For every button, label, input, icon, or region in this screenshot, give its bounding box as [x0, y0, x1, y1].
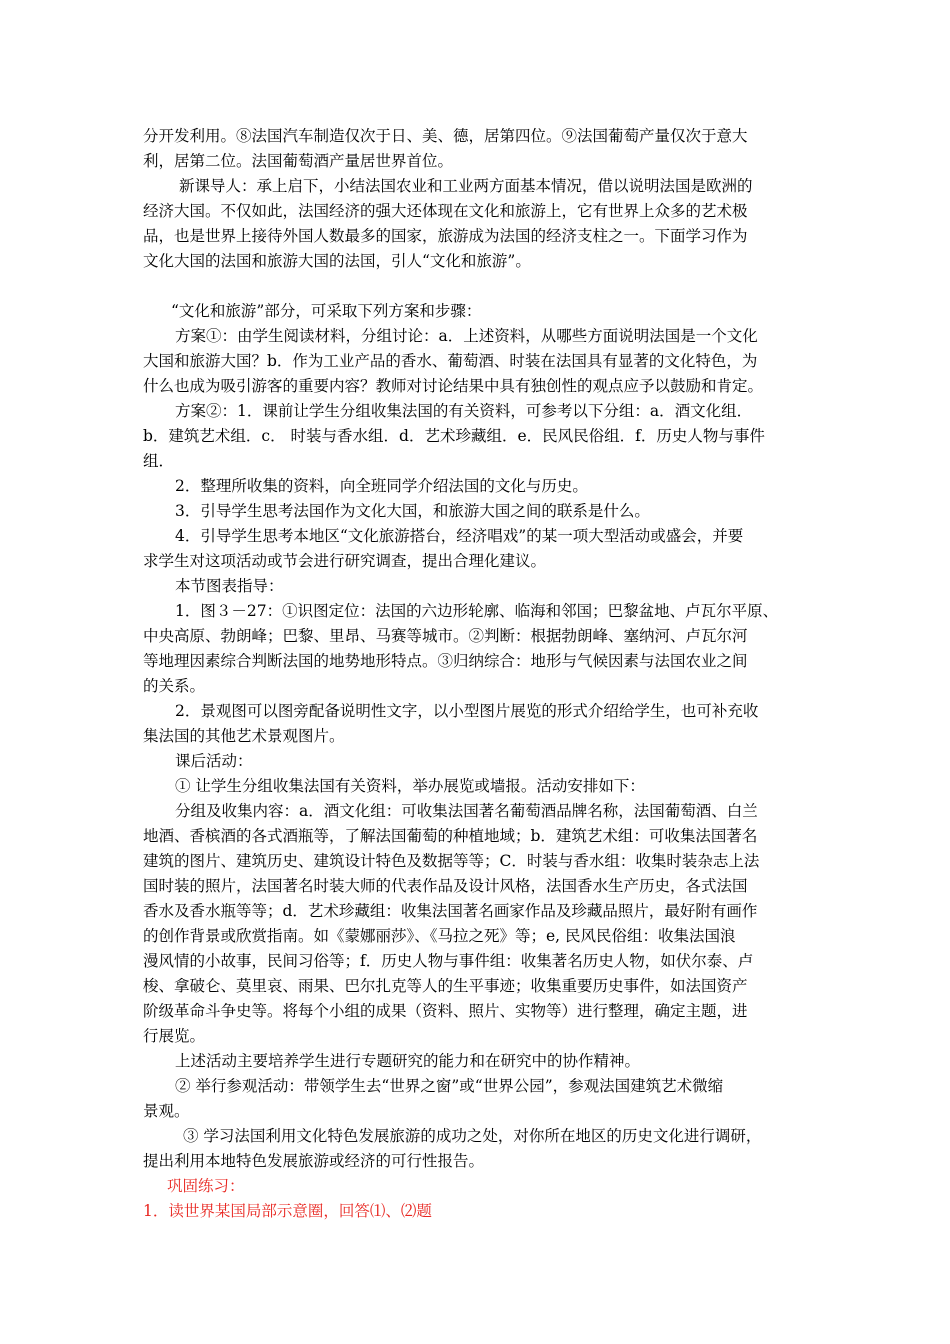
teaching-plan-section	[143, 299, 811, 1174]
text-line: ② 举行参观活动：带领学生去“世界之窗”或“世界公园”，参观法国建筑艺术微缩	[175, 1077, 724, 1095]
paragraph-gap	[143, 274, 811, 299]
text-line: 方案①：由学生阅读材料，分组讨论：a．上述资料，从哪些方面说明法国是一个文化	[175, 327, 758, 345]
text-line: 本节图表指导：	[175, 577, 284, 595]
text-line: ① 让学生分组收集法国有关资料，举办展览或墙报。活动安排如下：	[175, 777, 645, 795]
text-line: 课后活动：	[175, 752, 253, 770]
text-line: ③ 学习法国利用文化特色发展旅游的成功之处，对你所在地区的历史文化进行调研，	[183, 1127, 762, 1145]
text-line: 什么也成为吸引游客的重要内容？教师对讨论结果中具有独创性的观点应予以鼓励和肯定。	[143, 377, 764, 395]
text-line: 大国和旅游大国？b．作为工业产品的香水、葡萄酒、时装在法国具有显著的文化特色，为	[143, 352, 758, 370]
text-line: 上述活动主要培养学生进行专题研究的能力和在研究中的协作精神。	[175, 1052, 641, 1070]
text-line: 漫风情的小故事，民间习俗等；f．历史人物与事件组：收集著名历史人物，如伏尔泰、卢	[143, 952, 754, 970]
text-line: 品，也是世界上接待外国人数最多的国家，旅游成为法国的经济支柱之一。下面学习作为	[143, 227, 748, 245]
text-line: 集法国的其他艺术景观图片。	[143, 727, 345, 745]
exercise-question-1: 1．读世界某国局部示意圈，回答⑴、⑵题	[143, 1202, 432, 1220]
text-line: 3．引导学生思考法国作为文化大国，和旅游大国之间的联系是什么。	[175, 502, 650, 520]
text-line: 中央高原、勃朗峰；巴黎、里昂、马赛等城市。②判断：根据勃朗峰、塞纳河、卢瓦尔河	[143, 627, 748, 645]
text-line: 国时装的照片，法国著名时装大师的代表作品及设计风格，法国香水生产历史，各式法国	[143, 877, 748, 895]
text-line: b．建筑艺术组．c． 时装与香水组．d．艺术珍藏组．e．民风民俗组．f．历史人物与事件	[143, 427, 765, 445]
text-line: 利，居第二位。法国葡萄酒产量居世界首位。	[143, 152, 454, 170]
text-line: 2．景观图可以图旁配备说明性文字，以小型图片展览的形式介绍给学生，也可补充收	[175, 702, 759, 720]
text-line: “文化和旅游”部分，可采取下列方案和步骤：	[171, 302, 482, 320]
text-line: 等地理因素综合判断法国的地势地形特点。③归纳综合：地形与气候因素与法国农业之间	[143, 652, 748, 670]
text-line: 4．引导学生思考本地区“文化旅游搭台，经济唱戏”的某一项大型活动或盛会，并要	[175, 527, 744, 545]
text-line: 新课导人：承上启下，小结法国农业和工业两方面基本情况，借以说明法国是欧洲的	[179, 177, 753, 195]
text-line: 分开发利用。⑧法国汽车制造仅次于日、美、德，居第四位。⑨法国葡萄产量仅次于意大	[143, 127, 748, 145]
text-line: 的关系。	[143, 677, 206, 695]
text-line: 2．整理所收集的资料，向全班同学介绍法国的文化与历史。	[175, 477, 588, 495]
text-line: 方案②：1．课前让学生分组收集法国的有关资料，可参考以下分组：a．酒文化组．	[175, 402, 753, 420]
text-line: 香水及香水瓶等等；d．艺术珍藏组：收集法国著名画家作品及珍藏品照片，最好附有画作	[143, 902, 758, 920]
text-line: 景观。	[143, 1102, 190, 1120]
text-line: 建筑的图片、建筑历史、建筑设计特色及数据等等；C．时装与香水组：收集时装杂志上法	[143, 852, 760, 870]
text-line: 经济大国。不仅如此，法国经济的强大还体现在文化和旅游上，它有世界上众多的艺术极	[143, 202, 748, 220]
text-line: 梭、拿破仑、莫里哀、雨果、巴尔扎克等人的生平事迹；收集重要历史事件，如法国资产	[143, 977, 748, 995]
text-line: 行展览。	[143, 1027, 206, 1045]
intro-section	[143, 124, 811, 274]
text-line: 的创作背景或欣赏指南。如《蒙娜丽莎》、《马拉之死》等；e, 民风民俗组：收集法国浪	[143, 927, 736, 945]
text-line: 文化大国的法国和旅游大国的法国，引人“文化和旅游”。	[143, 252, 531, 270]
text-line: 提出利用本地特色发展旅游或经济的可行性报告。	[143, 1152, 485, 1170]
text-line: 地酒、香槟酒的各式酒瓶等，了解法国葡萄的种植地域；b．建筑艺术组：可收集法国著名	[143, 827, 758, 845]
text-line: 阶级革命斗争史等。将每个小组的成果（资料、照片、实物等）进行整理，确定主题，进	[143, 1002, 748, 1020]
exercise-heading: 巩固练习：	[167, 1177, 245, 1195]
text-line: 分组及收集内容：a．酒文化组：可收集法国著名葡萄酒品牌名称，法国葡萄酒、白兰	[175, 802, 758, 820]
text-line: 求学生对这项活动或节会进行研究调查，提出合理化建议。	[143, 552, 547, 570]
document-page	[143, 124, 811, 1224]
text-line: 组．	[143, 452, 175, 470]
text-line: 1．图３－27：①识图定位：法国的六边形轮廓、临海和邻国；巴黎盆地、卢瓦尔平原、	[175, 602, 779, 620]
